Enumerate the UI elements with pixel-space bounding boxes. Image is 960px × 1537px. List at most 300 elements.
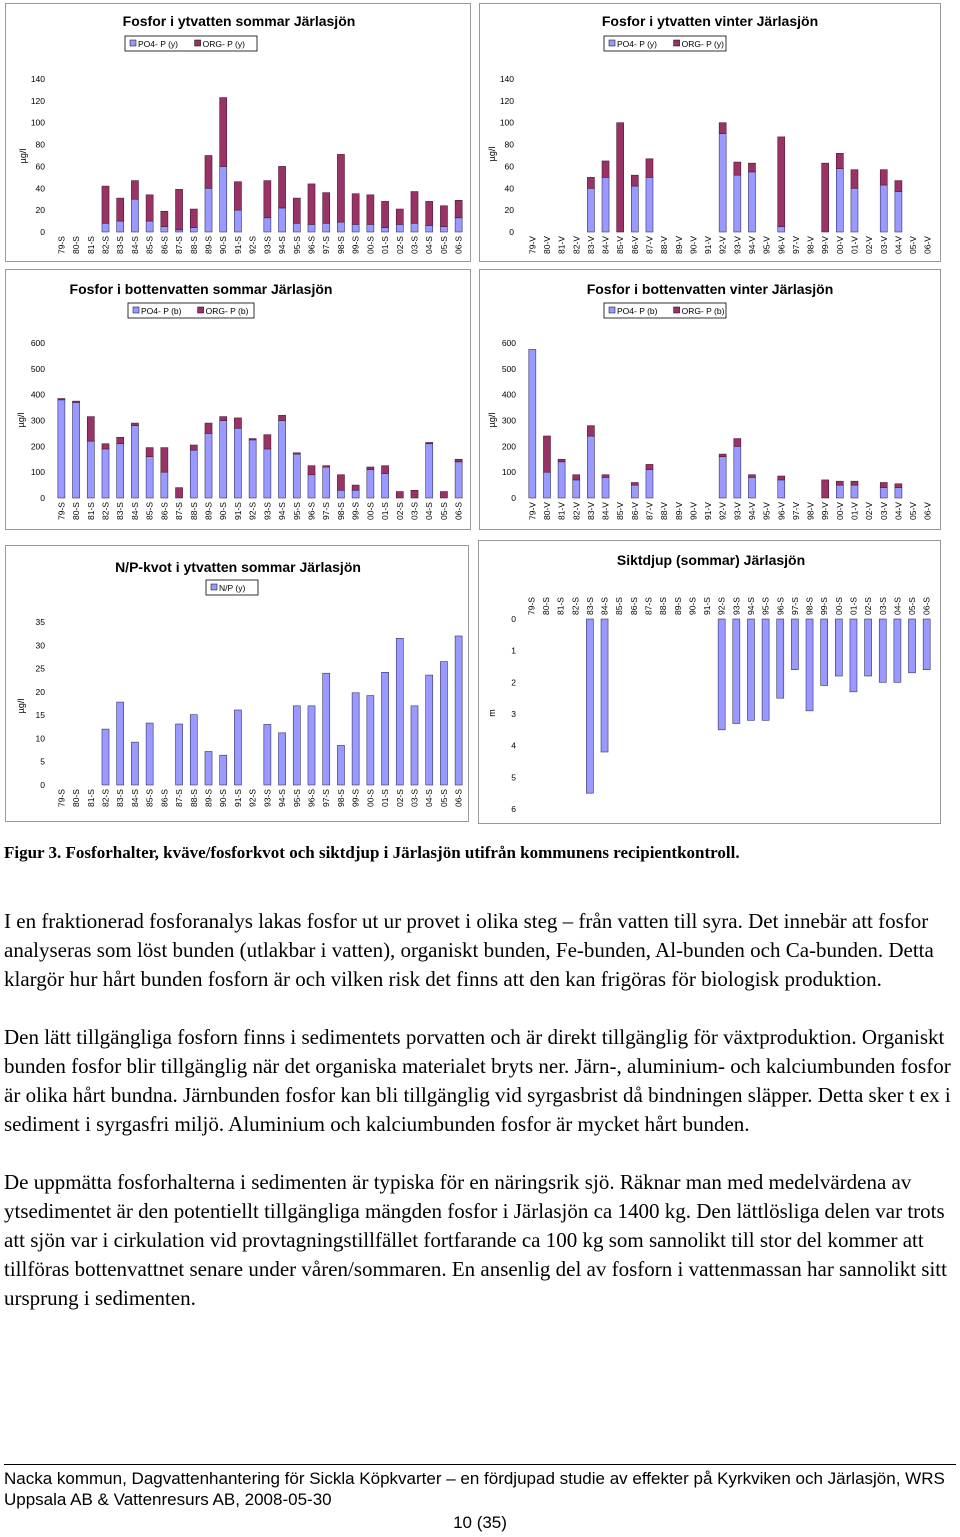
x-tick-label: 97-S — [321, 236, 332, 254]
y-tick-label: 0 — [511, 493, 516, 503]
x-tick-label: 02-V — [864, 502, 875, 520]
x-tick-label: 88-S — [658, 597, 669, 615]
x-tick-label: 87-S — [174, 236, 185, 254]
bar-80-S-po4 — [73, 402, 80, 498]
bar-96-V-org — [778, 137, 785, 227]
y-tick-label: 15 — [35, 710, 45, 721]
x-tick-label: 92-V — [717, 502, 728, 520]
bar-85-S-po4 — [146, 457, 153, 498]
x-tick-label: 85-S — [144, 789, 155, 807]
chart-title: Fosfor i ytvatten sommar Järlasjön — [122, 13, 356, 29]
chart-siktdjup-svg — [479, 541, 942, 825]
legend-swatch — [674, 40, 680, 46]
bar-06-S-org — [455, 200, 462, 217]
bar-95-S-po4 — [293, 454, 300, 498]
y-tick-label: 0 — [509, 227, 514, 237]
bar-01-S-po4 — [382, 473, 389, 498]
x-tick-label: 95-S — [291, 789, 302, 807]
x-tick-label: 84-S — [129, 789, 140, 807]
x-tick-label: 87-S — [174, 789, 185, 807]
y-tick-label: 100 — [30, 467, 45, 478]
bar-83-V-po4 — [587, 436, 594, 498]
legend-entry: ORG- P (b) — [681, 306, 725, 316]
bar-02-S — [865, 619, 872, 676]
x-tick-label: 85-S — [144, 236, 155, 254]
bar-87-S-org — [176, 189, 183, 229]
bar-00-S-org — [367, 467, 374, 470]
x-tick-label: 01-V — [849, 502, 860, 520]
bar-82-V-org — [573, 475, 580, 480]
bar-00-S-org — [367, 195, 374, 225]
bar-93-S-org — [264, 435, 271, 449]
x-tick-label: 02-S — [863, 597, 874, 615]
x-tick-label: 00-S — [365, 789, 376, 807]
bar-00-S-po4 — [367, 224, 374, 232]
x-tick-label: 90-V — [688, 502, 699, 520]
bar-94-S-po4 — [279, 733, 286, 785]
x-tick-label: 97-V — [790, 236, 801, 254]
y-axis-label: m — [487, 709, 497, 717]
x-tick-label: 93-S — [731, 597, 742, 615]
x-tick-label: 94-V — [746, 502, 757, 520]
y-tick-label: 10 — [35, 733, 45, 744]
bar-01-S — [850, 619, 857, 692]
bar-90-S-org — [220, 417, 227, 421]
bar-96-S-po4 — [308, 475, 315, 498]
x-tick-label: 91-S — [232, 789, 243, 807]
x-tick-label: 92-S — [247, 502, 258, 520]
y-tick-label: 100 — [30, 117, 45, 128]
x-tick-label: 90-S — [218, 789, 229, 807]
x-tick-label: 83-V — [585, 502, 596, 520]
bar-79-S-org — [58, 399, 65, 400]
x-tick-label: 91-S — [232, 236, 243, 254]
x-tick-label: 04-V — [893, 502, 904, 520]
x-tick-label: 82-S — [100, 502, 111, 520]
x-tick-label: 85-S — [144, 502, 155, 520]
bar-92-S-org — [249, 439, 256, 440]
bar-01-S-po4 — [382, 228, 389, 232]
x-tick-label: 91-V — [703, 502, 714, 520]
bar-04-V-org — [895, 484, 902, 488]
legend-swatch — [130, 40, 136, 46]
bar-93-S-org — [264, 181, 271, 218]
paragraph-3: De uppmätta fosforhalterna i sedimenten är typiska för en näringsrik sjö. Räknar man med medelvärdena av ytsedimentet är den potentiellt tillgängliga mängden fosfor i Järlasjön ca 1400 kg. Den lättlösliga delen var trots att sjön var i cirkulation vid provtagningstillfället fortfarande ca 100 kg som sannolikt till stor del kommer att tillföras bottenvattnet senare under våren/sommaren. En ansenlig del av fosforn i vattenmassan har sannolikt sitt ursprung i sedimenten. — [4, 1170, 947, 1310]
bar-99-S-org — [352, 485, 359, 490]
bar-83-V-org — [587, 426, 594, 436]
bar-97-S — [791, 619, 798, 670]
bar-82-S-org — [102, 444, 109, 449]
bar-80-V-po4 — [543, 472, 550, 498]
x-tick-label: 95-S — [760, 597, 771, 615]
bar-01-V-po4 — [851, 485, 858, 498]
bar-02-S-po4 — [396, 638, 403, 785]
x-tick-label: 84-S — [599, 597, 610, 615]
y-tick-label: 140 — [30, 74, 45, 84]
bar-99-S-po4 — [352, 490, 359, 498]
x-tick-label: 03-S — [409, 789, 420, 807]
x-tick-label: 88-V — [659, 502, 670, 520]
bar-99-S — [821, 619, 828, 686]
bar-06-S-po4 — [455, 462, 462, 498]
x-tick-label: 79-S — [526, 597, 537, 615]
x-tick-label: 96-S — [306, 236, 317, 254]
bar-82-S-po4 — [102, 223, 109, 232]
x-tick-label: 80-S — [71, 502, 82, 520]
bar-94-V-org — [748, 475, 755, 478]
x-tick-label: 05-V — [908, 502, 919, 520]
bar-01-V-po4 — [851, 188, 858, 232]
bar-88-S-po4 — [190, 228, 197, 232]
x-tick-label: 99-V — [820, 236, 831, 254]
bar-97-S-po4 — [323, 467, 330, 498]
x-tick-label: 01-V — [849, 236, 860, 254]
bar-84-S — [601, 619, 608, 752]
x-tick-label: 89-S — [672, 597, 683, 615]
bar-89-S-po4 — [205, 188, 212, 232]
bar-84-V-org — [602, 161, 609, 177]
bar-03-V-po4 — [880, 185, 887, 232]
x-tick-label: 81-S — [555, 597, 566, 615]
x-tick-label: 88-S — [188, 236, 199, 254]
bar-83-S-org — [117, 198, 124, 221]
x-tick-label: 00-S — [833, 597, 844, 615]
bar-92-V-po4 — [719, 457, 726, 498]
bar-00-V-po4 — [836, 485, 843, 498]
y-tick-label: 100 — [499, 117, 514, 128]
bar-87-V-org — [646, 464, 653, 469]
x-tick-label: 79-V — [527, 236, 538, 254]
bar-88-S-org — [190, 209, 197, 228]
x-tick-label: 88-S — [188, 502, 199, 520]
bar-99-S-po4 — [352, 693, 359, 785]
x-tick-label: 05-V — [908, 236, 919, 254]
bar-94-S-org — [279, 415, 286, 420]
bar-95-S — [762, 619, 769, 720]
bar-00-V-org — [836, 153, 843, 168]
x-tick-label: 00-V — [834, 502, 845, 520]
bar-01-S-org — [382, 466, 389, 474]
x-tick-label: 87-V — [644, 502, 655, 520]
y-axis-label: µg/l — [487, 146, 497, 162]
x-tick-label: 00-S — [365, 236, 376, 254]
x-tick-label: 83-S — [115, 502, 126, 520]
x-tick-label: 97-S — [789, 597, 800, 615]
y-tick-label: 140 — [499, 74, 514, 84]
chart-title: Fosfor i bottenvatten vinter Järlasjön — [586, 281, 834, 297]
x-tick-label: 06-S — [921, 597, 932, 615]
bar-95-S-org — [293, 453, 300, 454]
x-tick-label: 91-V — [703, 236, 714, 254]
x-tick-label: 06-S — [453, 789, 464, 807]
bar-03-S-org — [411, 192, 418, 224]
x-tick-label: 83-V — [585, 236, 596, 254]
x-tick-label: 03-V — [878, 502, 889, 520]
x-tick-label: 05-S — [907, 597, 918, 615]
bar-03-V-po4 — [880, 488, 887, 498]
bar-81-S-org — [87, 417, 94, 442]
x-tick-label: 06-V — [922, 236, 933, 254]
bar-85-S-org — [146, 195, 153, 221]
legend-swatch — [195, 40, 201, 46]
bar-81-V-org — [558, 459, 565, 462]
y-tick-label: 20 — [504, 205, 514, 216]
y-tick-label: 400 — [501, 389, 516, 400]
x-tick-label: 80-S — [71, 789, 82, 807]
x-tick-label: 89-S — [203, 502, 214, 520]
bar-91-S-po4 — [234, 210, 241, 232]
x-tick-label: 81-V — [556, 236, 567, 254]
bar-99-V-org — [822, 480, 829, 498]
page-number: 10 (35) — [453, 1513, 507, 1532]
bar-83-V-org — [587, 177, 594, 188]
bar-00-S-po4 — [367, 470, 374, 498]
chart-ytvatten-vinter — [479, 3, 941, 262]
bar-93-S-po4 — [264, 218, 271, 232]
bar-84-V-po4 — [602, 177, 609, 232]
bar-85-S-po4 — [146, 723, 153, 785]
x-tick-label: 98-S — [335, 236, 346, 254]
chart-siktdjup — [478, 540, 941, 824]
legend-entry: PO4- P (y) — [617, 39, 657, 49]
bar-87-S-po4 — [176, 724, 183, 785]
x-tick-label: 80-V — [541, 502, 552, 520]
bar-86-S-org — [161, 448, 168, 473]
x-tick-label: 01-S — [380, 236, 391, 254]
bar-05-S-org — [440, 206, 447, 227]
bar-92-S-po4 — [249, 440, 256, 498]
y-tick-label: 35 — [35, 617, 45, 627]
x-tick-label: 02-V — [864, 236, 875, 254]
body-text — [4, 907, 956, 1342]
x-tick-label: 88-V — [659, 236, 670, 254]
bar-05-S-po4 — [440, 227, 447, 232]
bar-98-S-org — [337, 154, 344, 222]
y-tick-label: 0 — [40, 493, 45, 503]
bar-81-V-po4 — [558, 462, 565, 498]
bar-04-V-po4 — [895, 192, 902, 232]
bar-99-V-org — [822, 163, 829, 232]
bar-84-S-po4 — [131, 199, 138, 232]
x-tick-label: 95-S — [291, 502, 302, 520]
bar-80-V-org — [543, 436, 550, 472]
x-tick-label: 80-S — [71, 236, 82, 254]
x-tick-label: 99-S — [819, 597, 830, 615]
x-tick-label: 02-S — [394, 789, 405, 807]
legend-entry: PO4- P (b) — [617, 306, 658, 316]
bar-98-S-po4 — [337, 745, 344, 785]
bar-00-S — [835, 619, 842, 676]
legend-entry: ORG- P (y) — [681, 39, 724, 49]
bar-04-S-po4 — [426, 444, 433, 498]
bar-03-V-org — [880, 483, 887, 488]
bar-01-V-org — [851, 170, 858, 189]
x-tick-label: 99-S — [350, 789, 361, 807]
bar-83-S-po4 — [117, 702, 124, 785]
x-tick-label: 04-S — [424, 789, 435, 807]
bar-03-S-po4 — [411, 223, 418, 232]
y-tick-label: 30 — [35, 640, 45, 651]
x-tick-label: 95-V — [761, 502, 772, 520]
x-tick-label: 92-S — [247, 789, 258, 807]
y-tick-label: 400 — [30, 389, 45, 400]
x-tick-label: 84-V — [600, 236, 611, 254]
bar-99-S-po4 — [352, 224, 359, 232]
footer-text: Nacka kommun, Dagvattenhantering för Sickla Köpkvarter – en fördjupad studie av effekter på Kyrkviken och Järlasjön, WRS Uppsala AB & Vattenresurs AB, 2008-05-30 — [4, 1469, 945, 1509]
bar-97-S-po4 — [323, 673, 330, 785]
bar-83-S — [586, 619, 593, 793]
y-tick-label: 300 — [501, 415, 516, 426]
bar-94-S — [747, 619, 754, 720]
x-tick-label: 84-V — [600, 502, 611, 520]
bar-04-S-po4 — [426, 675, 433, 785]
y-tick-label: 20 — [35, 686, 45, 697]
x-tick-label: 92-V — [717, 236, 728, 254]
bar-94-V-po4 — [748, 477, 755, 498]
x-tick-label: 94-S — [745, 597, 756, 615]
bar-96-V-org — [778, 476, 785, 480]
y-tick-label: 500 — [30, 363, 45, 374]
legend-swatch — [211, 584, 217, 590]
bar-05-S-org — [440, 492, 447, 498]
chart-np-kvot-svg — [6, 546, 470, 823]
bar-01-V-org — [851, 481, 858, 485]
bar-80-S-org — [73, 401, 80, 402]
bar-86-S-po4 — [161, 472, 168, 498]
y-axis-label: µg/l — [16, 698, 26, 714]
bar-86-V-po4 — [631, 186, 638, 232]
x-tick-label: 96-V — [776, 502, 787, 520]
bar-95-S-po4 — [293, 223, 300, 232]
x-tick-label: 92-S — [716, 597, 727, 615]
bar-87-S-po4 — [176, 230, 183, 232]
bar-84-S-org — [131, 181, 138, 200]
bar-97-S-po4 — [323, 223, 330, 232]
chart-bottenvatten-sommar-svg — [6, 270, 472, 531]
chart-bottenvatten-vinter-svg — [480, 270, 942, 531]
bar-92-V-org — [719, 123, 726, 134]
y-tick-label: 600 — [501, 338, 516, 348]
x-tick-label: 83-S — [115, 236, 126, 254]
x-tick-label: 93-V — [732, 502, 743, 520]
bar-93-V-po4 — [734, 446, 741, 498]
x-tick-label: 86-S — [628, 597, 639, 615]
x-tick-label: 89-S — [203, 789, 214, 807]
bar-82-S-po4 — [102, 449, 109, 498]
x-tick-label: 93-S — [262, 236, 273, 254]
bar-04-S-org — [426, 442, 433, 443]
x-tick-label: 04-S — [424, 236, 435, 254]
bar-05-S-po4 — [440, 662, 447, 785]
x-tick-label: 96-S — [775, 597, 786, 615]
x-tick-label: 99-S — [350, 502, 361, 520]
x-tick-label: 87-V — [644, 236, 655, 254]
bar-97-S-org — [323, 193, 330, 224]
x-tick-label: 03-S — [877, 597, 888, 615]
y-tick-label: 40 — [504, 183, 514, 194]
y-tick-label: 100 — [501, 467, 516, 478]
y-axis-label: µg/l — [487, 412, 497, 428]
bar-96-V-po4 — [778, 227, 785, 232]
bar-95-S-org — [293, 198, 300, 223]
bar-96-S — [777, 619, 784, 698]
bar-83-V-po4 — [587, 188, 594, 232]
legend-entry: ORG- P (y) — [202, 39, 245, 49]
x-tick-label: 98-V — [805, 502, 816, 520]
y-tick-label: 1 — [511, 645, 516, 656]
y-tick-label: 40 — [35, 183, 45, 194]
bar-06-S-org — [455, 459, 462, 462]
paragraph-1: I en fraktionerad fosforanalys lakas fosfor ut ur provet i olika steg – från vatten till syra. Det innebär att fosfor analyseras som löst bunden (utlakbar i vatten), organiskt bunden, Fe-bunden, Al-bunden och Ca-bunden. Detta klargör hur hårt bunden fosforn är och vilken risk det finns att den kan frigöras för biologisk produktion. — [4, 909, 934, 991]
y-tick-label: 60 — [504, 161, 514, 172]
x-tick-label: 00-V — [834, 236, 845, 254]
x-tick-label: 98-V — [805, 236, 816, 254]
y-tick-label: 0 — [40, 227, 45, 237]
x-tick-label: 83-S — [115, 789, 126, 807]
bar-02-S-org — [396, 492, 403, 498]
bar-83-S-po4 — [117, 221, 124, 232]
bar-90-S-po4 — [220, 421, 227, 499]
x-tick-label: 05-S — [438, 502, 449, 520]
y-tick-label: 3 — [511, 709, 516, 719]
bar-95-S-po4 — [293, 706, 300, 785]
bar-91-S-po4 — [234, 428, 241, 498]
x-tick-label: 96-S — [306, 502, 317, 520]
bar-82-S-org — [102, 186, 109, 223]
bar-04-S-po4 — [426, 225, 433, 232]
chart-title: Fosfor i ytvatten vinter Järlasjön — [601, 13, 819, 29]
bar-02-S-po4 — [396, 224, 403, 232]
bar-02-S-org — [396, 209, 403, 224]
x-tick-label: 99-S — [350, 236, 361, 254]
x-tick-label: 93-S — [262, 789, 273, 807]
bar-96-S-po4 — [308, 706, 315, 785]
y-tick-label: 4 — [511, 740, 516, 751]
x-tick-label: 90-S — [687, 597, 698, 615]
y-tick-label: 500 — [501, 363, 516, 374]
x-tick-label: 81-S — [85, 502, 96, 520]
bar-04-V-po4 — [895, 488, 902, 498]
x-tick-label: 82-V — [571, 236, 582, 254]
bar-93-V-org — [734, 162, 741, 175]
bar-86-S-org — [161, 211, 168, 226]
chart-ytvatten-sommar-svg — [6, 4, 472, 263]
x-tick-label: 79-S — [56, 502, 67, 520]
x-tick-label: 81-V — [556, 502, 567, 520]
bar-06-S — [923, 619, 930, 670]
x-tick-label: 86-S — [159, 236, 170, 254]
bar-89-S-po4 — [205, 433, 212, 498]
x-tick-label: 94-V — [746, 236, 757, 254]
x-tick-label: 86-S — [159, 789, 170, 807]
x-tick-label: 91-S — [702, 597, 713, 615]
y-tick-label: 80 — [35, 139, 45, 150]
legend-swatch — [674, 307, 680, 313]
y-tick-label: 80 — [504, 139, 514, 150]
figure-caption: Figur 3. Fosforhalter, kväve/fosforkvot och siktdjup i Järlasjön utifrån kommunens recipientkontroll. — [4, 843, 740, 862]
bar-96-V-po4 — [778, 480, 785, 498]
bar-90-S-po4 — [220, 755, 227, 785]
y-tick-label: 120 — [499, 95, 514, 106]
footer-divider — [4, 1464, 956, 1465]
bar-83-S-po4 — [117, 444, 124, 498]
x-tick-label: 94-S — [277, 236, 288, 254]
bar-86-S-po4 — [161, 227, 168, 232]
x-tick-label: 94-S — [277, 789, 288, 807]
x-tick-label: 84-S — [129, 502, 140, 520]
x-tick-label: 06-S — [453, 236, 464, 254]
y-tick-label: 25 — [35, 663, 45, 674]
